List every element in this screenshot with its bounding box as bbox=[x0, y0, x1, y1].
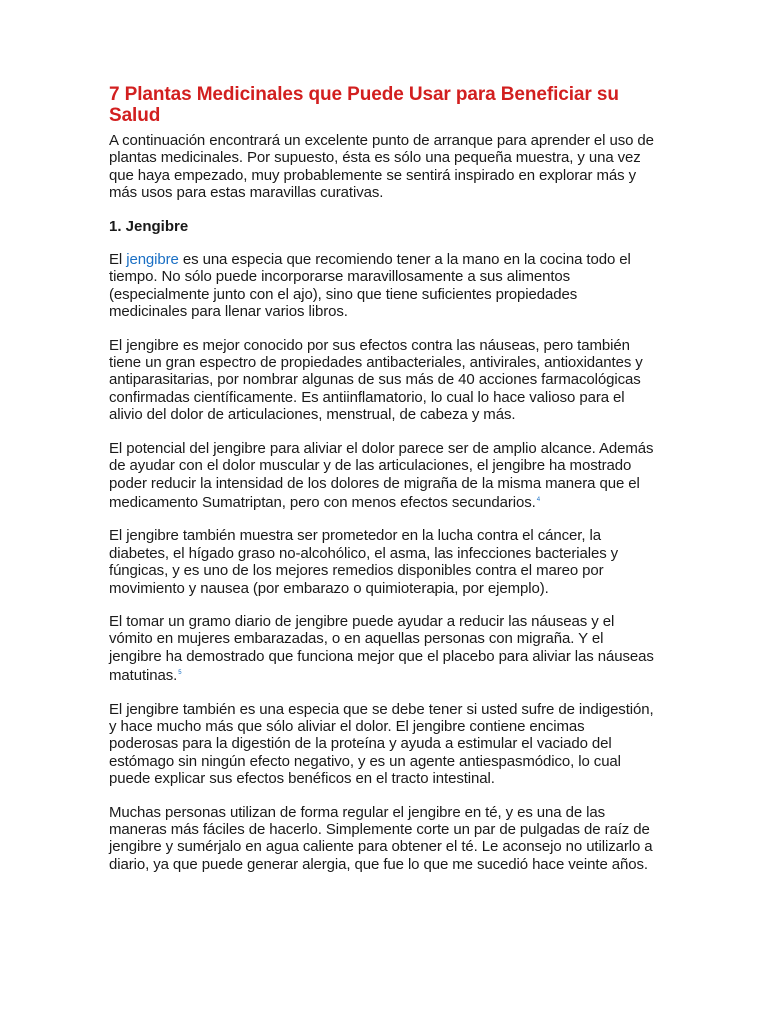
article-title: 7 Plantas Medicinales que Puede Usar para Beneficiar su Salud bbox=[109, 84, 619, 126]
paragraph-2: El jengibre es mejor conocido por sus efectos contra las náuseas, pero también tiene un gran espectro de propiedades antibacteriales, antivirales, antioxidantes y antiparasitarias, por nombrar algunas de sus más de 40 acciones farmacológicas confirmadas científicamente. Es antiinflamatorio, lo cual lo hace valioso para el alivio del dolor de articulaciones, menstrual, de cabeza y más. bbox=[109, 336, 643, 424]
paragraph-5-text: El tomar un gramo diario de jengibre puede ayudar a reducir las náuseas y el vómito en mujeres embarazadas, o en aquellas personas con migraña. Y el jengibre ha demostrado que funciona mejor que el placebo para aliviar las náuseas matutinas. bbox=[109, 612, 654, 685]
paragraph-1-prefix: El bbox=[109, 251, 127, 269]
reference-link-4[interactable]: 4 bbox=[536, 496, 540, 503]
jengibre-link[interactable]: jengibre bbox=[126, 251, 179, 269]
paragraph-5 bbox=[109, 613, 654, 685]
paragraph-1-suffix: es una especia que recomiendo tener a la mano en la cocina todo el tiempo. No sólo puede incorporarse maravillosamente a sus alimentos (especialmente junto con el ajo), sino que tiene suficientes propiedades medicinales para llenar varios libros. bbox=[109, 251, 631, 321]
paragraph-6: El jengibre también es una especia que se debe tener si usted sufre de indigestión, y hace mucho más que sólo aliviar el dolor. El jengibre contiene encimas poderosas para la digestión de la proteína y ayuda a estimular el vaciado del estómago sin ningún efecto negativo, y es un agente antiespasmódico, lo cual puede explicar sus efectos benéficos en el tracto intestinal. bbox=[109, 700, 654, 788]
paragraph-7: Muchas personas utilizan de forma regular el jengibre en té, y es una de las maneras más fáciles de hacerlo. Simplemente corte un par de pulgadas de raíz de jengibre y sumérjalo en agua caliente para obtener el té. Le aconsejo no utilizarlo a diario, ya que puede generar alergia, que fue lo que me sucedió hace veinte años. bbox=[109, 803, 653, 873]
paragraph-3 bbox=[109, 440, 654, 512]
intro-paragraph: A continuación encontrará un excelente punto de arranque para aprender el uso de plantas medicinales. Por supuesto, ésta es sólo una pequeña muestra, y una vez que haya empezado, muy probablemente se sentirá inspirado en explorar más y más usos para estas maravillas curativas. bbox=[109, 132, 654, 202]
paragraph-1 bbox=[109, 251, 654, 321]
paragraph-4: El jengibre también muestra ser prometedor en la lucha contra el cáncer, la diabetes, el hígado graso no-alcohólico, el asma, las infecciones bacteriales y fúngicas, y es uno de los mejores remedios disponibles contra el mareo por movimiento y nausea (por embarazo o quimioterapia, por ejemplo). bbox=[109, 527, 619, 597]
article bbox=[109, 84, 654, 889]
paragraph-3-text: El potencial del jengibre para aliviar el dolor parece ser de amplio alcance. Además de ayudar con el dolor muscular y de las articulaciones, el jengibre ha mostrado poder reducir la intensidad de los dolores de migraña de la misma manera que el medicamento Sumatriptan, pero con menos efectos secundarios. bbox=[109, 439, 654, 511]
reference-link-5[interactable]: 5 bbox=[178, 670, 182, 677]
section-heading-jengibre: 1. Jengibre bbox=[109, 217, 189, 235]
